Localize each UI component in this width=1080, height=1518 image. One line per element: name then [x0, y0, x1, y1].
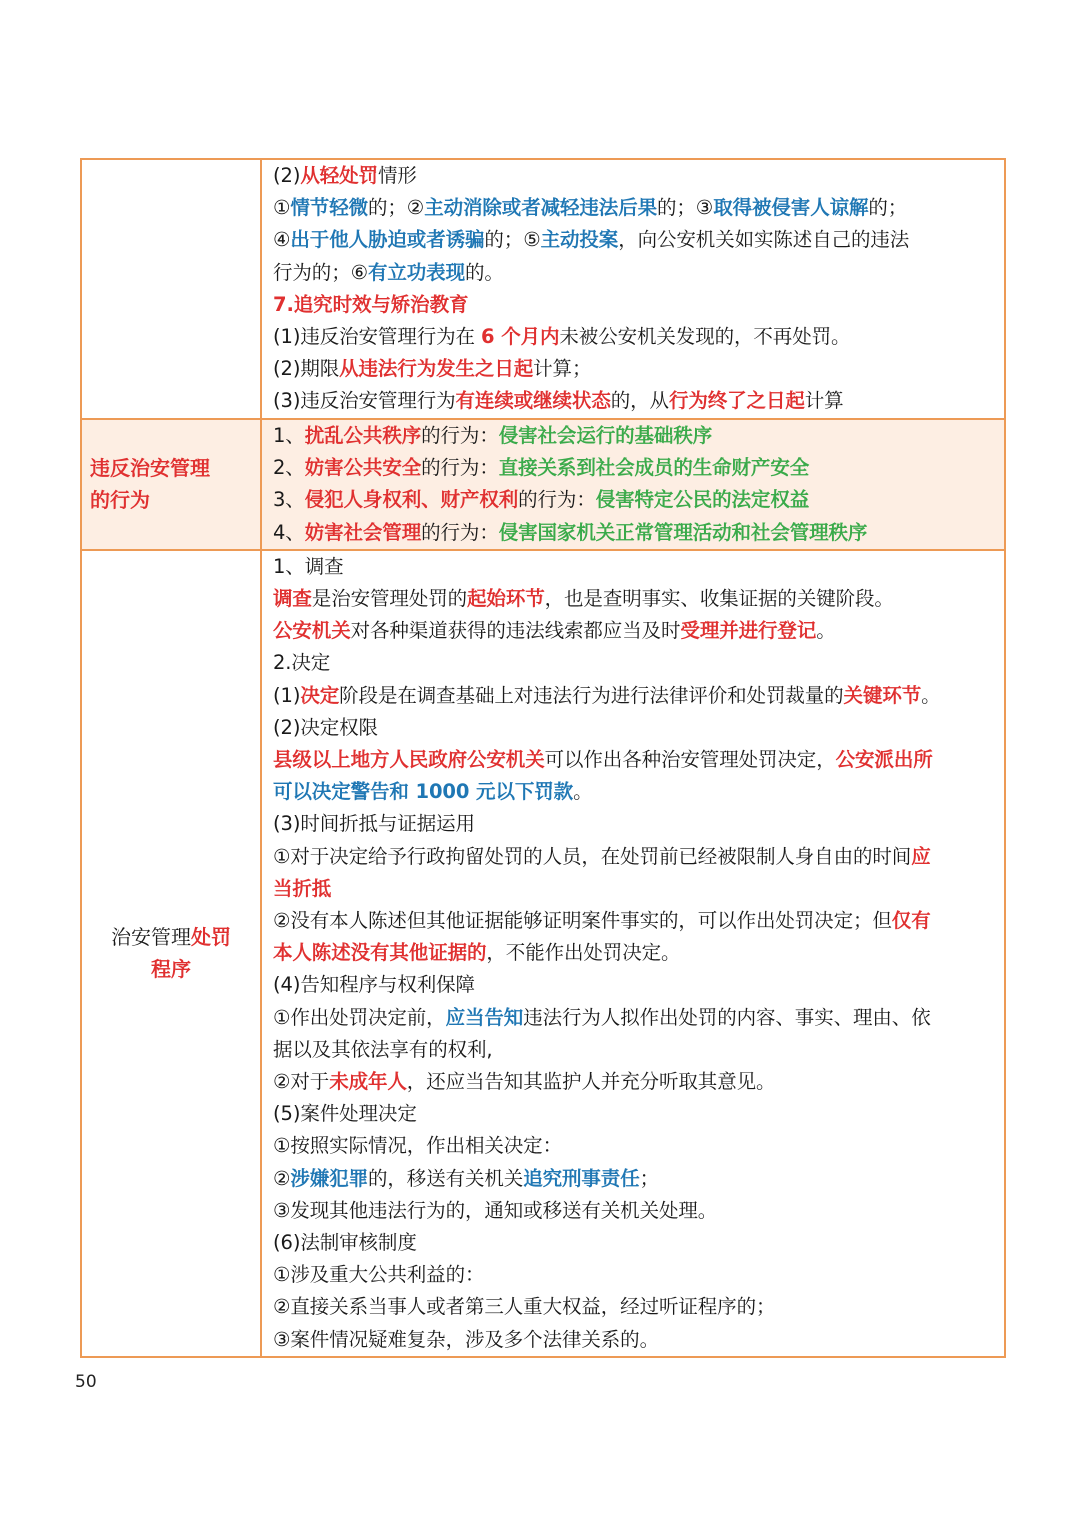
content-line [273, 160, 994, 192]
row-content [261, 419, 1005, 550]
content-line [273, 289, 994, 321]
content-line [273, 905, 994, 937]
text-segment: 6 个月内 [481, 325, 560, 349]
text-segment: 的；③ [657, 196, 714, 220]
text-segment: 的，移送有关机关 [368, 1166, 524, 1190]
text-segment: ③案件情况疑难复杂，涉及多个法律关系的。 [273, 1327, 659, 1351]
text-segment: 行为终了之日起 [668, 389, 805, 413]
content-line [273, 1195, 994, 1227]
content-line [273, 937, 994, 969]
content-line [273, 712, 994, 744]
text-segment: 取得被侵害人谅解 [713, 196, 869, 220]
text-segment: 侵害特定公民的法定权益 [595, 488, 810, 512]
text-segment: 1、调查 [273, 554, 344, 578]
text-segment: 可以作出各种治安管理处罚决定， [544, 748, 836, 772]
text-segment: 计算； [533, 357, 592, 381]
text-segment: ②直接关系当事人或者第三人重大权益，经过听证程序的； [273, 1295, 776, 1319]
table-row [81, 159, 1005, 419]
table-row [81, 419, 1005, 550]
content-line [273, 776, 994, 808]
content-line [273, 1066, 994, 1098]
text-segment: 。 [573, 780, 593, 804]
text-segment: 当折抵 [273, 876, 332, 900]
text-segment: 公安机关 [273, 619, 351, 643]
text-segment: ②没有本人陈述但其他证据能够证明案件事实的，可以作出处罚决定；但 [273, 909, 892, 933]
text-segment: (4)告知程序与权利保障 [273, 973, 475, 997]
text-segment: ④ [273, 228, 291, 252]
content-line [273, 385, 994, 417]
text-segment: 从违法行为发生之日起 [339, 357, 534, 381]
text-segment: 侵害社会运行的基础秩序 [498, 424, 713, 447]
text-segment: 阶段是在调查基础上对违法行为进行法律评价和处罚裁量的 [339, 683, 844, 707]
content-line [273, 1034, 994, 1066]
heading-text: 治安管理 [111, 925, 191, 950]
text-segment: 的行为： [518, 488, 596, 512]
text-segment: 的行为： [421, 424, 499, 447]
text-segment: 侵犯人身权利、财产权利 [304, 488, 519, 512]
text-segment: 主动投案 [540, 228, 619, 252]
text-segment: 对各种渠道获得的违法线索都应当及时 [350, 619, 681, 643]
text-segment: ②对于 [273, 1070, 330, 1094]
content-line [273, 1002, 994, 1034]
text-segment: ③发现其他违法行为的，通知或移送有关机关处理。 [273, 1198, 718, 1222]
text-segment: 行为的；⑥ [273, 260, 368, 284]
text-segment: 有连续或继续状态 [455, 389, 611, 413]
text-segment: 县级以上地方人民政府公安机关 [273, 748, 545, 772]
text-segment: 。 [921, 683, 941, 707]
text-segment: 2.决定 [273, 651, 331, 675]
text-segment: 涉嫌犯罪 [290, 1166, 368, 1190]
content-line [273, 873, 994, 905]
text-segment: 计算 [804, 389, 844, 413]
heading-text: 违反治安管理 [90, 456, 210, 481]
text-segment: (1) [273, 683, 301, 707]
text-segment: 从轻处罚 [300, 164, 378, 187]
heading-text: 程序 [151, 957, 191, 982]
text-segment: 仅有 [891, 909, 931, 933]
text-segment: 情形 [377, 164, 417, 187]
text-segment: ，还应当告知其监护人并充分听取其意见。 [406, 1070, 776, 1094]
content-line [273, 321, 994, 353]
text-segment: 主动消除或者减轻违法后果 [424, 196, 657, 220]
heading-text: 的行为 [90, 488, 150, 513]
content-line [273, 1324, 994, 1356]
text-segment: 4、 [273, 520, 305, 544]
text-segment: 追究刑事责任 [523, 1166, 640, 1190]
text-segment: 直接关系到社会成员的生命财产安全 [498, 456, 810, 480]
content-line [273, 1163, 994, 1195]
text-segment: 3、 [273, 488, 305, 512]
content-line [273, 517, 994, 549]
heading-line [90, 452, 252, 484]
text-segment: (2) [273, 164, 301, 187]
text-segment: (3)违反治安管理行为 [273, 389, 456, 413]
text-segment: ，向公安机关如实陈述自己的违法 [618, 228, 910, 252]
content-line [273, 484, 994, 516]
content-line [273, 452, 994, 484]
content-line [273, 1130, 994, 1162]
text-segment: 妨害社会管理 [304, 520, 422, 544]
text-segment: ① [273, 196, 291, 220]
text-segment: (2)决定权限 [273, 715, 378, 739]
text-segment: 情节轻微 [290, 196, 368, 220]
text-segment: 决定 [300, 683, 340, 707]
text-segment: ，不能作出处罚决定。 [486, 941, 681, 965]
text-segment: 的，从 [610, 389, 669, 413]
content-line [273, 1259, 994, 1291]
content-line [273, 744, 994, 776]
row-heading [81, 419, 261, 550]
content-line [273, 841, 994, 873]
text-segment: 侵害国家机关正常管理活动和社会管理秩序 [498, 520, 868, 544]
content-line [273, 583, 994, 615]
heading-line [90, 953, 252, 985]
content-line [273, 420, 994, 452]
text-segment: 。 [816, 619, 836, 643]
text-segment: 的；⑤ [484, 228, 541, 252]
text-segment: ； [639, 1166, 660, 1190]
text-segment: 未被公安机关发现的，不再处罚。 [559, 325, 851, 349]
content-line [273, 969, 994, 1001]
table-row [81, 550, 1005, 1357]
text-segment: 的；② [368, 196, 425, 220]
content-line [273, 808, 994, 840]
text-segment: (3)时间折抵与证据运用 [273, 812, 475, 836]
row-content [261, 550, 1005, 1357]
text-segment: 调查 [273, 587, 312, 611]
text-segment: 应当告知 [445, 1005, 524, 1029]
text-segment: 2、 [273, 456, 305, 480]
text-segment: 公安派出所 [835, 748, 933, 772]
text-segment: ② [273, 1166, 291, 1190]
heading-line [90, 484, 252, 516]
text-segment: 扰乱公共秩序 [304, 424, 422, 447]
page-number: 50 [75, 1372, 97, 1392]
text-segment: 违法行为人拟作出处罚的内容、事实、理由、依 [523, 1005, 931, 1029]
text-segment: 的行为： [421, 456, 499, 480]
text-segment: 的。 [465, 260, 504, 284]
content-line [273, 192, 994, 224]
text-segment: 本人陈述没有其他证据的 [273, 941, 487, 965]
heading-text: 处罚 [191, 925, 231, 950]
row-content [261, 159, 1005, 419]
text-segment: 妨害公共安全 [304, 456, 422, 480]
text-segment: ①对于决定给予行政拘留处罚的人员，在处罚前已经被限制人身自由的时间 [273, 844, 912, 868]
content-line [273, 647, 994, 679]
text-segment: 受理并进行登记 [680, 619, 817, 643]
text-segment: (2)期限 [273, 357, 340, 381]
text-segment: ，也是查明事实、收集证据的关键阶段。 [544, 587, 894, 611]
row-heading [81, 159, 261, 419]
content-table [80, 158, 1006, 1358]
text-segment: 出于他人胁迫或者诱骗 [290, 228, 485, 252]
text-segment: (5)案件处理决定 [273, 1102, 417, 1126]
text-segment: 的行为： [421, 520, 499, 544]
text-segment: 据以及其依法享有的权利, [273, 1037, 493, 1061]
text-segment: ①按照实际情况，作出相关决定： [273, 1134, 562, 1158]
content-line [273, 353, 994, 385]
text-segment: 可以决定警告和 1000 元以下罚款 [273, 780, 574, 804]
heading-line [90, 921, 252, 953]
text-segment: 起始环节 [467, 587, 545, 611]
content-line [273, 1098, 994, 1130]
text-segment: 是治安管理处罚的 [311, 587, 468, 611]
text-segment: 关键环节 [843, 683, 922, 707]
text-segment: 有立功表现 [367, 260, 465, 284]
text-segment: (1)违反治安管理行为在 [273, 325, 482, 349]
text-segment: 未成年人 [329, 1070, 407, 1094]
row-heading [81, 550, 261, 1357]
text-segment: ①作出处罚决定前， [273, 1005, 446, 1029]
text-segment: 1、 [273, 424, 305, 447]
content-line [273, 551, 994, 583]
content-line [273, 680, 994, 712]
content-line [273, 1291, 994, 1323]
text-segment: 7.追究时效与矫治教育 [273, 292, 469, 316]
text-segment: 应 [911, 844, 931, 868]
content-line [273, 1227, 994, 1259]
content-line [273, 224, 994, 256]
text-segment: (6)法制审核制度 [273, 1231, 417, 1255]
content-line [273, 615, 994, 647]
text-segment: ①涉及重大公共利益的： [273, 1263, 485, 1287]
text-segment: 的； [868, 196, 908, 220]
content-line [273, 257, 994, 289]
